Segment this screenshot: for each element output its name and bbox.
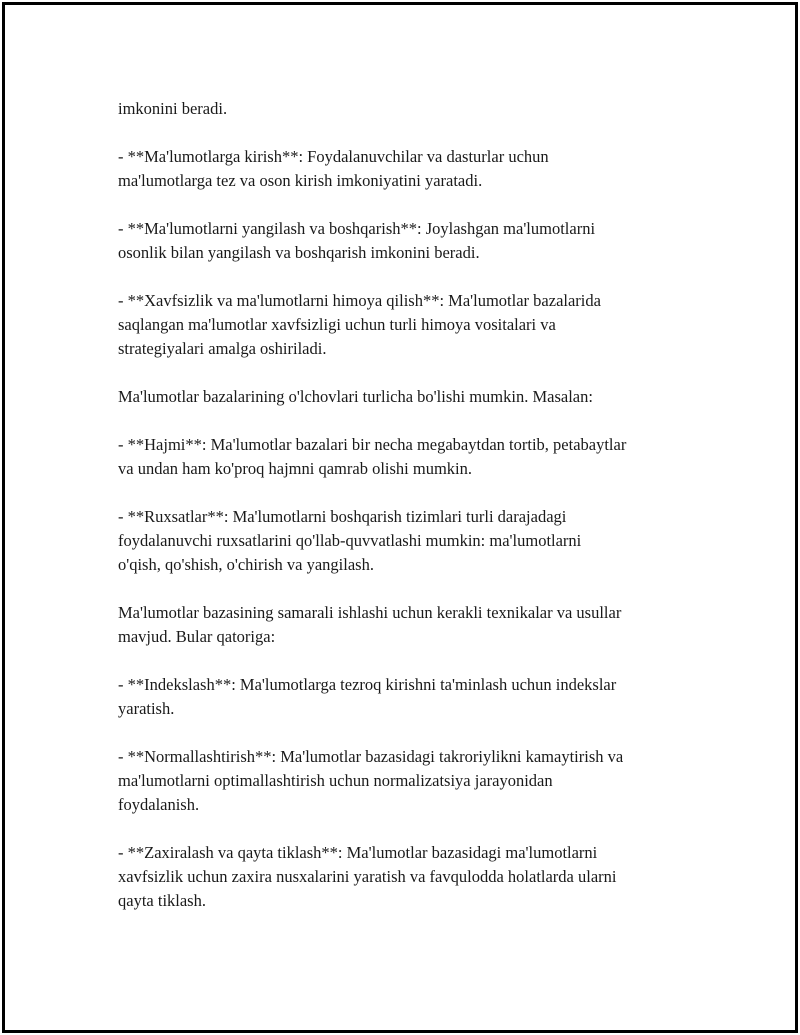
- bullet-security: [118, 289, 698, 361]
- text-line: Ma'lumotlar bazalarining o'lchovlari turlicha bo'lishi mumkin. Masalan:: [118, 387, 593, 406]
- bullet-backup: [118, 841, 698, 913]
- text-line: qayta tiklash.: [118, 891, 206, 910]
- text-line: imkonini beradi.: [118, 99, 228, 118]
- text-line: - **Indekslash**: Ma'lumotlarga tezroq kirishni ta'minlash uchun indekslar: [118, 675, 617, 694]
- text-line: saqlangan ma'lumotlar xavfsizligi uchun turli himoya vositalari va: [118, 315, 556, 334]
- text-line: - **Normallashtirish**: Ma'lumotlar bazasidagi takroriylikni kamaytirish va: [118, 747, 624, 766]
- text-line: - **Xavfsizlik va ma'lumotlarni himoya qilish**: Ma'lumotlar bazalarida: [118, 291, 601, 310]
- document-body: [118, 97, 698, 937]
- text-line: strategiyalari amalga oshiriladi.: [118, 339, 327, 358]
- paragraph-dimensions: [118, 385, 698, 409]
- bullet-indexing: [118, 673, 698, 721]
- text-line: mavjud. Bular qatoriga:: [118, 627, 276, 646]
- bullet-normalization: [118, 745, 698, 817]
- text-line: - **Ma'lumotlarni yangilash va boshqarish**: Joylashgan ma'lumotlarni: [118, 219, 596, 238]
- paragraph-techniques: [118, 601, 698, 649]
- text-line: va undan ham ko'proq hajmni qamrab olishi mumkin.: [118, 459, 473, 478]
- document-page: [2, 2, 798, 1033]
- bullet-size: [118, 433, 698, 481]
- bullet-data-access: [118, 145, 698, 193]
- text-line: ma'lumotlarni optimallashtirish uchun normalizatsiya jarayonidan: [118, 771, 553, 790]
- text-line: osonlik bilan yangilash va boshqarish imkonini beradi.: [118, 243, 480, 262]
- text-line: o'qish, qo'shish, o'chirish va yangilash.: [118, 555, 374, 574]
- text-line: foydalanuvchi ruxsatlarini qo'llab-quvvatlashi mumkin: ma'lumotlarni: [118, 531, 582, 550]
- text-line: - **Ma'lumotlarga kirish**: Foydalanuvchilar va dasturlar uchun: [118, 147, 549, 166]
- text-line: foydalanish.: [118, 795, 200, 814]
- paragraph-intro-end: [118, 97, 698, 121]
- text-line: - **Hajmi**: Ma'lumotlar bazalari bir necha megabaytdan tortib, petabaytlar: [118, 435, 627, 454]
- bullet-permissions: [118, 505, 698, 577]
- text-line: - **Ruxsatlar**: Ma'lumotlarni boshqarish tizimlari turli darajadagi: [118, 507, 567, 526]
- text-line: ma'lumotlarga tez va oson kirish imkoniyatini yaratadi.: [118, 171, 483, 190]
- bullet-data-update: [118, 217, 698, 265]
- text-line: - **Zaxiralash va qayta tiklash**: Ma'lumotlar bazasidagi ma'lumotlarni: [118, 843, 598, 862]
- text-line: yaratish.: [118, 699, 175, 718]
- text-line: Ma'lumotlar bazasining samarali ishlashi uchun kerakli texnikalar va usullar: [118, 603, 622, 622]
- text-line: xavfsizlik uchun zaxira nusxalarini yaratish va favqulodda holatlarda ularni: [118, 867, 617, 886]
